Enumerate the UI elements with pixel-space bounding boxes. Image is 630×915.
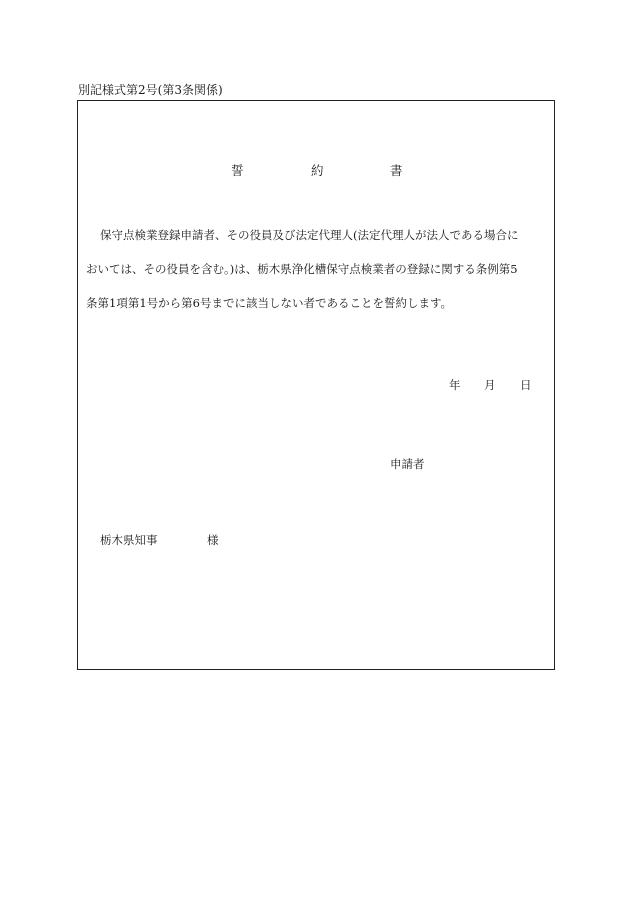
date-day-label: 日: [520, 378, 532, 392]
pledge-line-3: 条第1項第1号から第6号までに該当しない者であることを誓約します。: [86, 296, 453, 310]
addressee: 栃木県知事: [100, 533, 158, 547]
pledge-body: [86, 218, 556, 320]
addressee-honorific: 様: [207, 533, 219, 547]
pledge-line-1: 保守点検業登録申請者、その役員及び法定代理人(法定代理人が法人である場合に: [100, 228, 519, 242]
form-caption: 別記様式第2号(第3条関係): [78, 83, 223, 97]
date-year-label: 年: [449, 378, 461, 392]
title-char-document: 書: [390, 163, 403, 178]
title-char-pledge: 誓: [231, 163, 244, 178]
date-month-label: 月: [484, 378, 496, 392]
title-char-promise: 約: [311, 163, 324, 178]
pledge-line-2: おいては、その役員を含む。)は、栃木県浄化槽保守点検業者の登録に関する条例第5: [86, 262, 518, 276]
applicant-label: 申請者: [390, 457, 425, 471]
